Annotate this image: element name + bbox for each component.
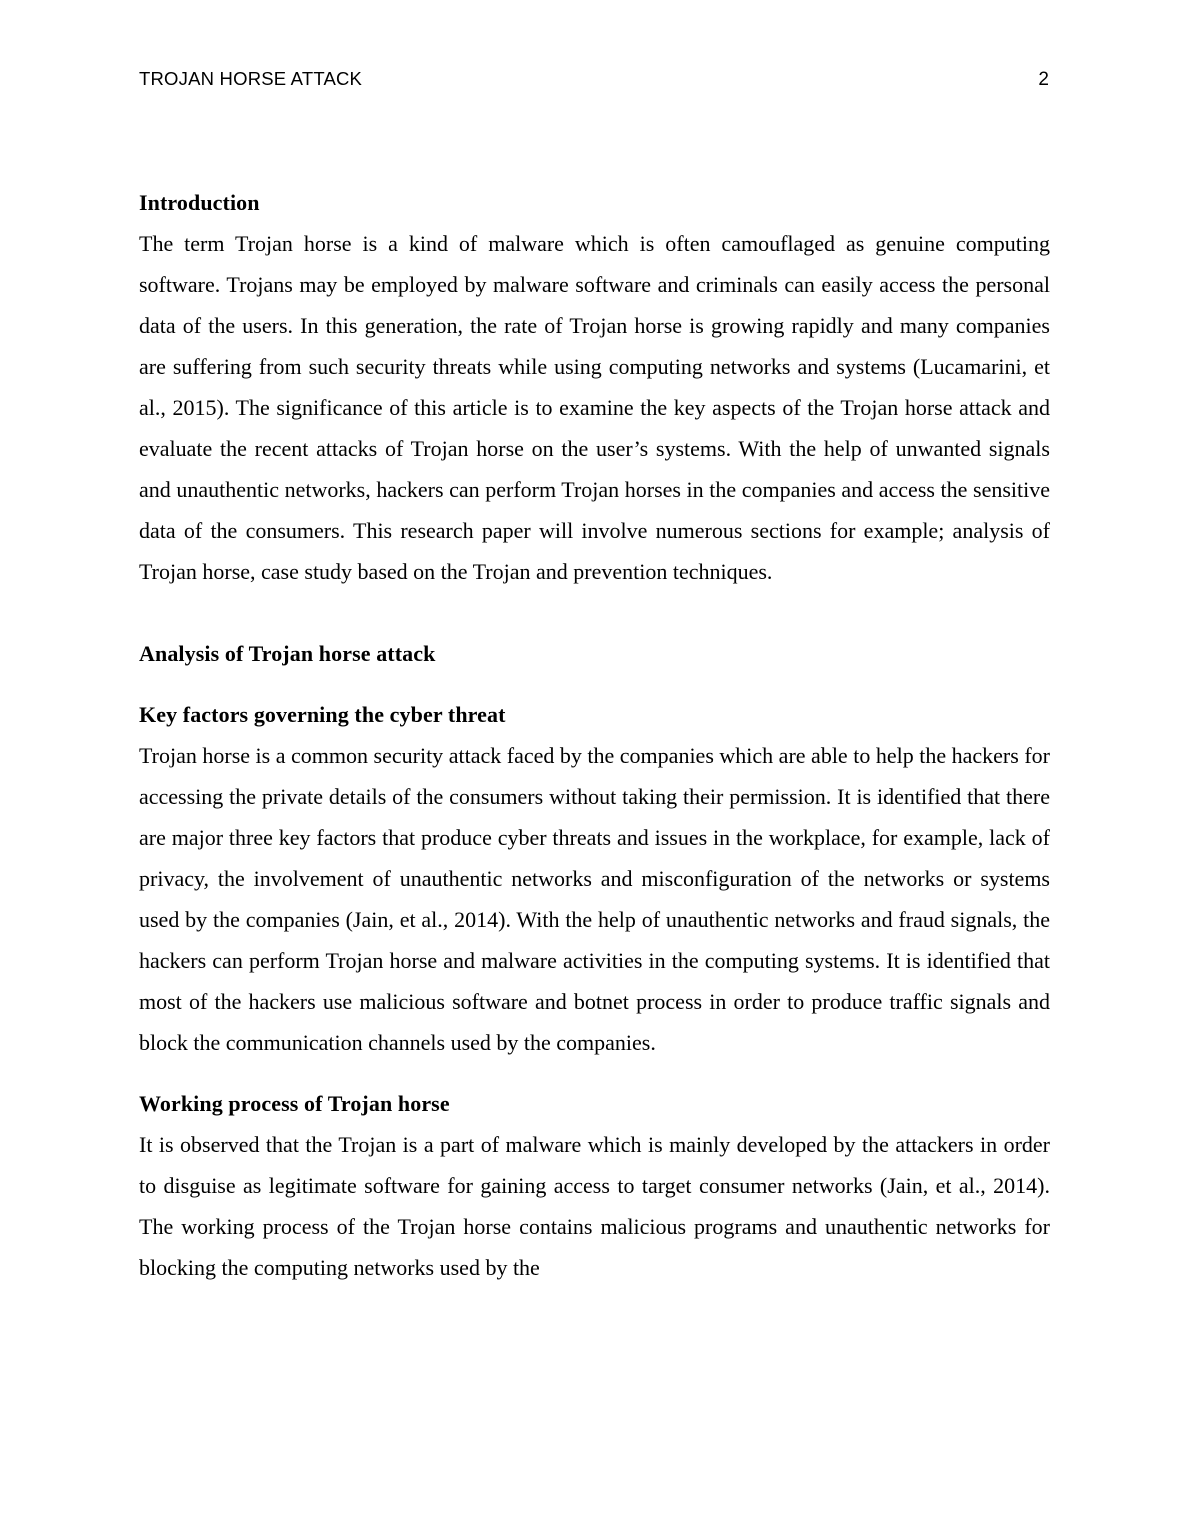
heading-analysis-of-trojan-horse-attack: Analysis of Trojan horse attack (139, 641, 436, 666)
paragraph-key-factors-1: Trojan horse is a common security attack faced by the companies which are able to help the hackers for accessing the private details of the consumers without taking their permission. It is identified that there are major three key factors that produce cyber threats and issues in the workplace, for example, lack of privacy, the involvement of unauthentic networks and misconfiguration of the networks or systems used by the companies (Jain, et al., 2014). With the help of unauthentic networks and fraud signals, the hackers can perform Trojan horse and malware activities in the computing systems. It is identified that most of the hackers use malicious software and botnet process in order to produce traffic signals and block the communication channels used by the companies. (139, 743, 1050, 1055)
running-header (139, 68, 1049, 96)
spacer (139, 592, 1050, 633)
page-number: 2 (1038, 69, 1049, 90)
paragraph-working-process-1: It is observed that the Trojan is a part of malware which is mainly developed by the attackers in order to disguise as legitimate software for gaining access to target consumer networks (Jain, et al., 2014). The working process of the Trojan horse contains malicious programs and unauthentic networks for blocking the computing networks used by the (139, 1132, 1050, 1280)
paragraph-introduction-1: The term Trojan horse is a kind of malware which is often camouflaged as genuine computing software. Trojans may be employed by malware software and criminals can easily access the personal data of the users. In this generation, the rate of Trojan horse is growing rapidly and many companies are suffering from such security threats while using computing networks and systems (Lucamarini, et al., 2015). The significance of this article is to examine the key aspects of the Trojan horse attack and evaluate the recent attacks of Trojan horse on the user’s systems. With the help of unwanted signals and unauthentic networks, hackers can perform Trojan horses in the companies and access the sensitive data of the consumers. This research paper will involve numerous sections for example; analysis of Trojan horse, case study based on the Trojan and prevention techniques. (139, 231, 1050, 584)
heading-key-factors-governing-the-cyber-threat: Key factors governing the cyber threat (139, 702, 506, 727)
spacer (139, 674, 1050, 694)
document-body (139, 182, 1050, 1288)
heading-working-process-of-trojan-horse: Working process of Trojan horse (139, 1091, 450, 1116)
running-header-title: TROJAN HORSE ATTACK (139, 68, 363, 89)
spacer (139, 1063, 1050, 1083)
heading-introduction: Introduction (139, 190, 260, 215)
